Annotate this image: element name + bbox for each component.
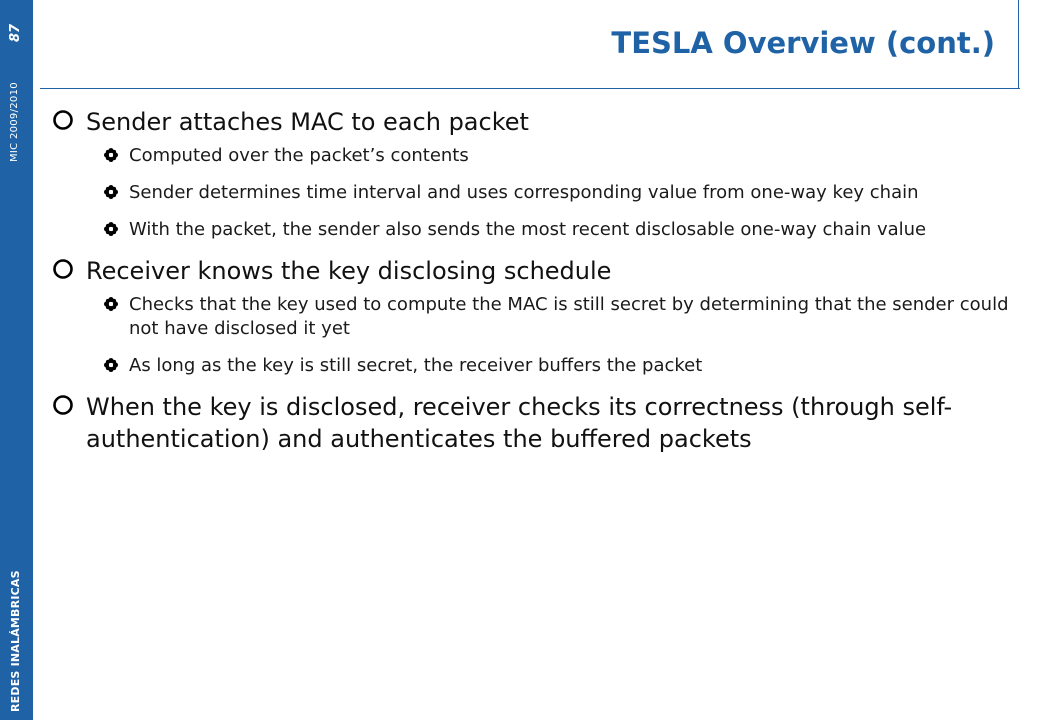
bullet-group (52, 106, 1012, 242)
bullet-text: Sender attaches MAC to each packet (86, 108, 529, 136)
bullet-text: Receiver knows the key disclosing schedule (86, 257, 612, 285)
bullet-item (52, 391, 1012, 455)
daisy-flower-bullet-icon (104, 148, 118, 162)
hollow-circle-bullet-icon (52, 109, 74, 131)
sub-bullet-list (104, 293, 1012, 378)
sub-bullet-list (104, 144, 1012, 242)
sub-bullet-item (104, 354, 1012, 378)
sub-bullet-text: Sender determines time interval and uses corresponding value from one-way key chain (129, 182, 919, 203)
left-sidebar-band (0, 0, 33, 720)
page-number: 87 (8, 23, 23, 42)
sub-bullet-item (104, 218, 1012, 242)
daisy-flower-bullet-icon (104, 222, 118, 236)
sub-bullet-text: Checks that the key used to compute the MAC is still secret by determining that the sender could not have disclosed it yet (129, 294, 1009, 339)
bullet-text: When the key is disclosed, receiver checks its correctness (through self-authentication) and authenticates the buffered packets (86, 393, 953, 453)
hollow-circle-bullet-icon (52, 258, 74, 280)
sub-bullet-text: With the packet, the sender also sends the most recent disclosable one-way chain value (129, 219, 927, 240)
title-vertical-rule (1018, 0, 1019, 89)
bullet-list (52, 106, 1012, 461)
daisy-flower-bullet-icon (104, 358, 118, 372)
slide-title: TESLA Overview (cont.) (611, 26, 995, 60)
title-underline-rule (40, 88, 1020, 89)
sub-bullet-item (104, 293, 1012, 341)
bullet-group (52, 391, 1012, 455)
sub-bullet-text: As long as the key is still secret, the receiver buffers the packet (129, 355, 703, 376)
bullet-item (52, 106, 1012, 138)
bullet-group (52, 255, 1012, 378)
sub-bullet-item (104, 144, 1012, 168)
subject-label: REDES INALÁMBRICAS (9, 570, 22, 712)
sub-bullet-item (104, 181, 1012, 205)
daisy-flower-bullet-icon (104, 185, 118, 199)
course-label: MIC 2009/2010 (9, 82, 20, 162)
sub-bullet-text: Computed over the packet’s contents (129, 145, 469, 166)
daisy-flower-bullet-icon (104, 297, 118, 311)
hollow-circle-bullet-icon (52, 394, 74, 416)
bullet-item (52, 255, 1012, 287)
